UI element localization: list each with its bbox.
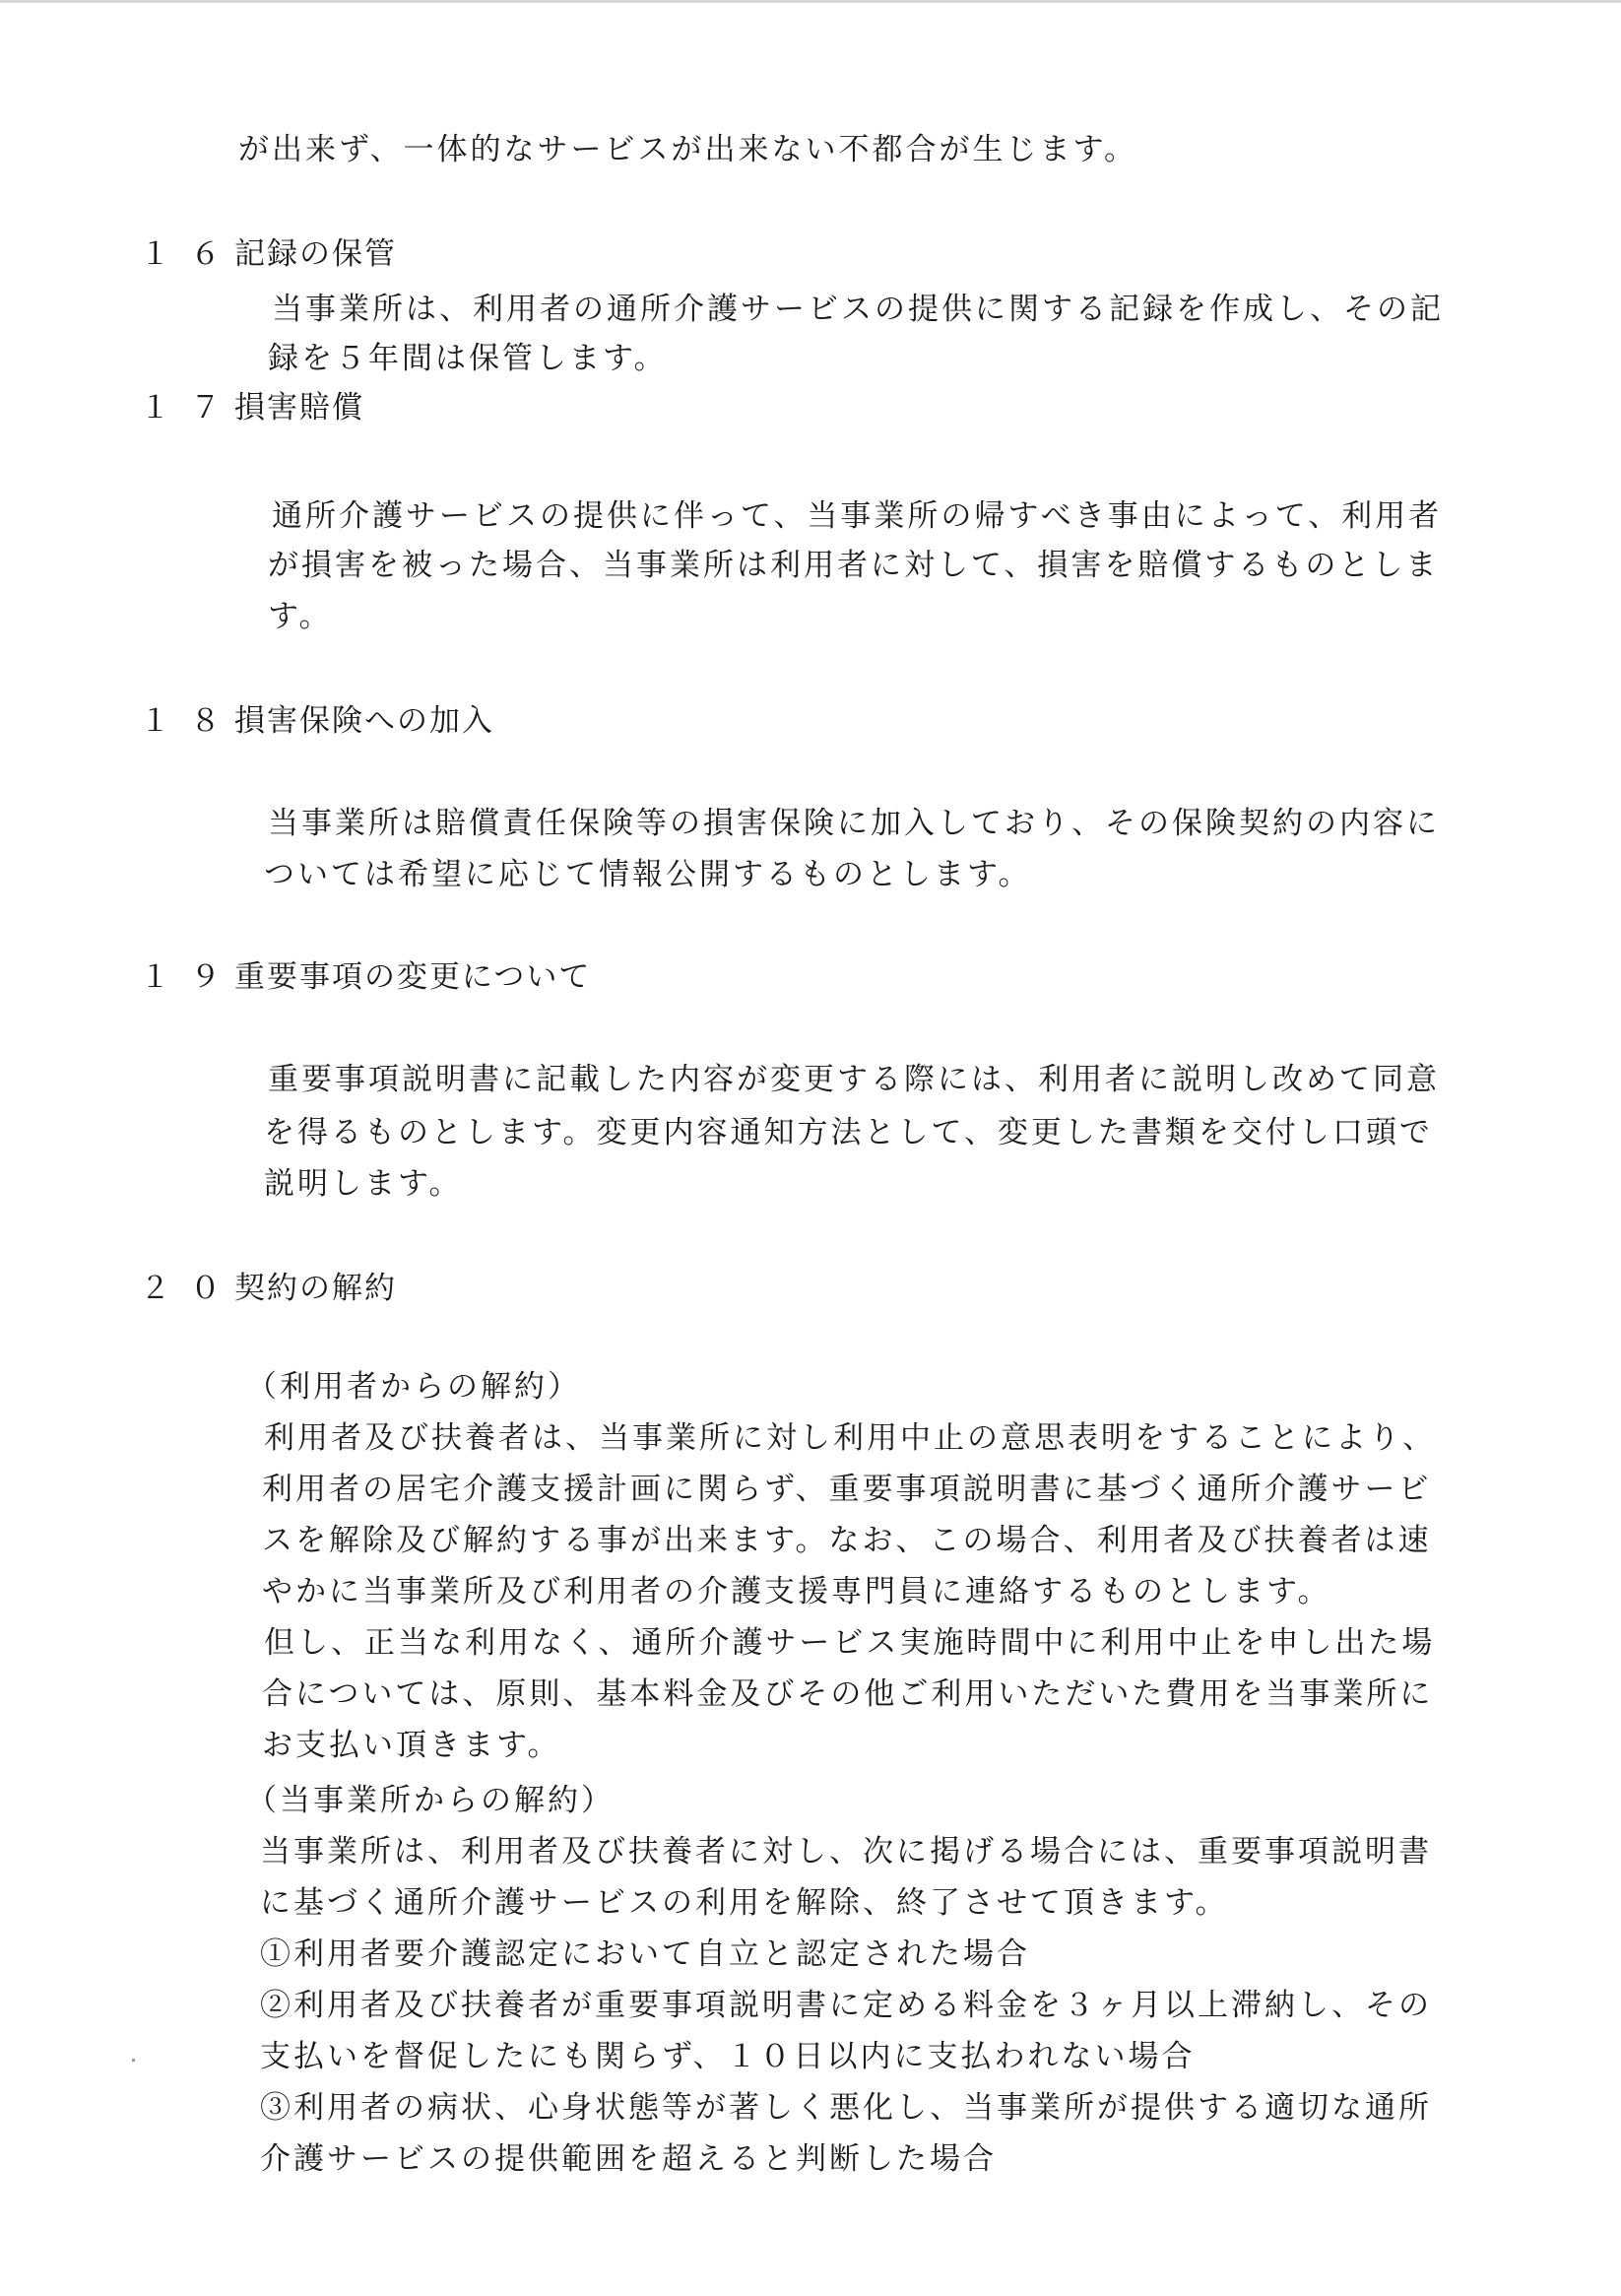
section-19-line-2: を得るものとします。変更内容通知方法として、変更した書類を交付し口頭で bbox=[264, 1115, 1433, 1150]
section-20-number: ２０ bbox=[140, 1271, 240, 1306]
section-20-line-8: 当事業所は、利用者及び扶養者に対し、次に掲げる場合には、重要事項説明書 bbox=[260, 1834, 1432, 1870]
section-17-line-3: す。 bbox=[268, 599, 333, 634]
section-20-line-9: に基づく通所介護サービスの利用を解除、終了させて頂きます。 bbox=[260, 1885, 1229, 1921]
scan-speck bbox=[132, 2059, 135, 2062]
section-16-heading bbox=[140, 232, 397, 276]
section-20-item-1: ①利用者要介護認定において自立と認定された場合 bbox=[260, 1936, 1030, 1972]
section-20-line-1: 利用者及び扶養者は、当事業所に対し利用中止の意思表明をすることにより、 bbox=[264, 1420, 1436, 1456]
section-20-subheading-user: （利用者からの解約） bbox=[246, 1369, 581, 1405]
section-19-title: 重要事項の変更について bbox=[234, 959, 592, 995]
section-18-number: １８ bbox=[140, 703, 240, 739]
section-19-number: １９ bbox=[140, 959, 240, 995]
section-20-title: 契約の解約 bbox=[234, 1271, 397, 1306]
continuation-text: が出来ず、一体的なサービスが出来ない不都合が生じます。 bbox=[238, 132, 1138, 167]
section-20-item-3: ③利用者の病状、心身状態等が著しく悪化し、当事業所が提供する適切な通所 bbox=[260, 2090, 1432, 2126]
section-17-line-1: 通所介護サービスの提供に伴って、当事業所の帰すべき事由によって、利用者 bbox=[272, 498, 1443, 534]
section-17-line-2: が損害を被った場合、当事業所は利用者に対して、損害を賠償するものとしま bbox=[268, 548, 1440, 583]
section-18-heading bbox=[140, 699, 494, 743]
section-19-line-1: 重要事項説明書に記載した内容が変更する際には、利用者に説明し改めて同意 bbox=[268, 1062, 1440, 1097]
section-16-title: 記録の保管 bbox=[234, 236, 397, 272]
section-20-line-3: スを解除及び解約する事が出来ます。なお、この場合、利用者及び扶養者は速 bbox=[262, 1523, 1432, 1558]
section-20-item-2-cont: 支払いを督促したにも関らず、１０日以内に支払われない場合 bbox=[260, 2039, 1196, 2074]
section-20-line-6: 合については、原則、基本料金及びその他ご利用いただいた費用を当事業所に bbox=[262, 1676, 1434, 1712]
section-20-heading bbox=[140, 1267, 397, 1310]
section-17-heading bbox=[140, 386, 364, 429]
section-19-heading bbox=[140, 955, 591, 999]
section-20-line-2: 利用者の居宅介護支援計画に関らず、重要事項説明書に基づく通所介護サービ bbox=[262, 1472, 1432, 1507]
section-16-line-1: 当事業所は、利用者の通所介護サービスの提供に関する記録を作成し、その記 bbox=[272, 292, 1444, 327]
section-20-item-3-cont: 介護サービスの提供範囲を超えると判断した場合 bbox=[260, 2141, 997, 2177]
section-18-line-1: 当事業所は賠償責任保険等の損害保険に加入しており、その保険契約の内容に bbox=[268, 806, 1440, 841]
section-16-number: １６ bbox=[140, 236, 240, 272]
section-20-line-5: 但し、正当な利用なく、通所介護サービス実施時間中に利用中止を申し出た場 bbox=[264, 1625, 1436, 1661]
page-top-border bbox=[0, 0, 1621, 3]
section-17-title: 損害賠償 bbox=[234, 390, 364, 426]
section-18-line-2: ついては希望に応じて情報公開するものとします。 bbox=[264, 857, 1032, 892]
section-17-number: １７ bbox=[140, 390, 240, 426]
section-20-line-4: やかに当事業所及び利用者の介護支援専門員に連絡するものとします。 bbox=[262, 1574, 1331, 1609]
section-16-line-2: 録を５年間は保管します。 bbox=[268, 341, 668, 376]
section-20-subheading-office: （当事業所からの解約） bbox=[246, 1783, 615, 1818]
section-20-line-7: お支払い頂きます。 bbox=[262, 1728, 561, 1763]
section-20-item-2: ②利用者及び扶養者が重要事項説明書に定める料金を３ヶ月以上滞納し、その bbox=[260, 1988, 1432, 2023]
section-19-line-3: 説明します。 bbox=[264, 1166, 463, 1202]
section-18-title: 損害保険への加入 bbox=[234, 703, 494, 739]
